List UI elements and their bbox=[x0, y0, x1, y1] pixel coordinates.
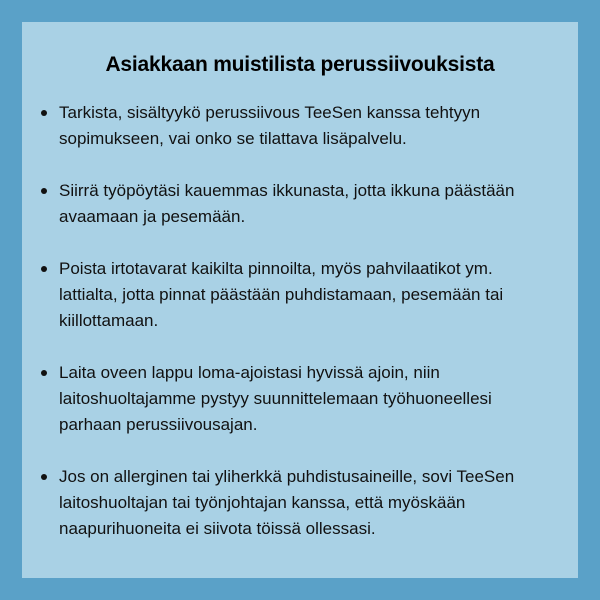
list-item-text: Tarkista, sisältyykö perussiivous TeeSen kanssa tehtyyn sopimukseen, vai onko se tilattava lisäpalvelu. bbox=[59, 103, 481, 148]
list-item-text: Poista irtotavarat kaikilta pinnoilta, myös pahvilaatikot ym. lattialta, jotta pinnat päästään puhdistamaan, pesemään tai kiillottamaan. bbox=[59, 259, 504, 330]
list-item bbox=[50, 256, 550, 334]
bullet-icon bbox=[41, 110, 47, 116]
list-item bbox=[50, 360, 550, 438]
list-item-text: Laita oveen lappu loma-ajoistasi hyvissä ajoin, niin laitoshuoltajamme pystyy suunnittelemaan työhuoneellesi parhaan perussiivousajan. bbox=[59, 363, 492, 434]
list-item-text: Siirrä työpöytäsi kauemmas ikkunasta, jotta ikkuna päästään avaamaan ja pesemään. bbox=[59, 181, 515, 226]
bullet-icon bbox=[41, 188, 47, 194]
checklist bbox=[50, 100, 550, 542]
checklist-card bbox=[22, 22, 578, 578]
bullet-icon bbox=[41, 474, 47, 480]
page-title: Asiakkaan muistilista perussiivouksista bbox=[105, 53, 495, 76]
bullet-icon bbox=[41, 370, 47, 376]
list-item bbox=[50, 100, 550, 152]
list-item-text: Jos on allerginen tai yliherkkä puhdistusaineille, sovi TeeSen laitoshuoltajan tai työnjohtajan kanssa, että myöskään naapurihuoneita ei siivota töissä ollessasi. bbox=[59, 467, 515, 538]
list-item bbox=[50, 464, 550, 542]
bullet-icon bbox=[41, 266, 47, 272]
list-item bbox=[50, 178, 550, 230]
